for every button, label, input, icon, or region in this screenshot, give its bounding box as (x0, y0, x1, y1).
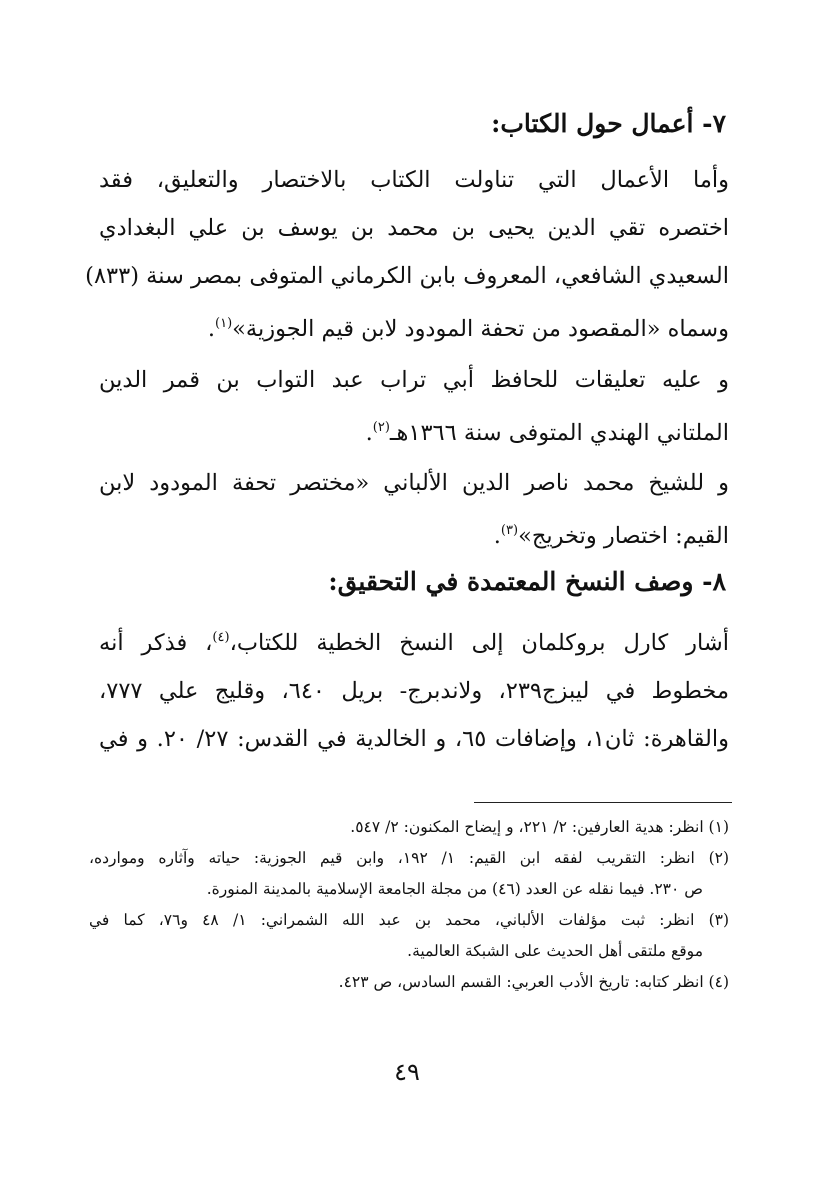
text-line (99, 614, 729, 667)
section-7-paragraph-2 (99, 356, 729, 457)
footnote-line: (٢) انظر: التقريب لفقه ابن القيم: ١/ ١٩٢، وابن قيم الجوزية: حياته وآثاره وموارده، (89, 849, 730, 867)
text-line (99, 300, 729, 353)
footnote-3 (89, 905, 729, 967)
text-line: وأما الأعمال التي تناولت الكتاب بالاختصار والتعليق، فقد (99, 167, 729, 193)
line-text: القيم: اختصار وتخريج» (518, 523, 729, 549)
footnote-line: (٣) انظر: ثبت مؤلفات الألباني، محمد بن عبد الله الشمراني: ١/ ٤٨ و٧٦، كما في (89, 911, 730, 929)
footnote-2 (89, 843, 729, 905)
footnote-line: موقع ملتقى أهل الحديث على الشبكة العالمية. (407, 942, 703, 960)
footnote-ref-3: (٣) (500, 523, 519, 538)
line-end: . (207, 316, 215, 342)
text-line: و عليه تعليقات للحافظ أبي تراب عبد التواب بن قمر الدين (99, 367, 729, 393)
text-line (99, 507, 729, 560)
footnote-line: (٤) انظر كتابه: تاريخ الأدب العربي: القسم السادس، ص ٤٢٣. (338, 973, 729, 991)
section-7-paragraph-1 (85, 156, 729, 353)
footnote-separator (474, 802, 732, 803)
section-7-heading: ٧- أعمال حول الكتاب: (491, 109, 726, 138)
text-line: و للشيخ محمد ناصر الدين الألباني «مختصر تحفة المودود لابن (99, 470, 729, 496)
text-line: مخطوط في ليبزج٢٣٩، ولاندبرج- بريل ٦٤٠، وقليج علي ٧٧٧، (99, 678, 729, 704)
line-text: الملتاني الهندي المتوفى سنة ١٣٦٦هـ (389, 420, 729, 446)
section-8-heading: ٨- وصف النسخ المعتمدة في التحقيق: (328, 567, 726, 596)
footnote-line: ص ٢٣٠. فيما نقله عن العدد (٤٦) من مجلة الجامعة الإسلامية بالمدينة المنورة. (206, 880, 703, 898)
section-7-paragraph-3 (99, 459, 729, 560)
section-8-paragraph-1 (99, 614, 729, 763)
text-line: السعيدي الشافعي، المعروف بابن الكرماني المتوفى بمصر سنة (٨٣٣) (85, 263, 729, 289)
page-number: ٤٩ (394, 1058, 420, 1086)
text-line: والقاهرة: ثان١، وإضافات ٦٥، و الخالدية في القدس: ٢٧/ ٢٠. و في (99, 726, 729, 752)
line-text: ، فذكر أنه (99, 630, 213, 656)
footnote-ref-2: (٢) (372, 420, 390, 435)
footnote-1 (89, 812, 729, 843)
footnote-ref-4: (٤) (212, 630, 230, 645)
line-text: أشار كارل بروكلمان إلى النسخ الخطية للكتاب، (229, 630, 730, 656)
footnotes (89, 812, 729, 998)
line-end: . (365, 420, 373, 446)
footnote-line: (١) انظر: هدية العارفين: ٢/ ٢٢١، و إيضاح المكنون: ٢/ ٥٤٧. (350, 818, 729, 836)
text-line: اختصره تقي الدين يحيى بن محمد بن يوسف بن علي البغدادي (99, 215, 729, 241)
text-line (99, 404, 729, 457)
line-end: . (493, 523, 501, 549)
line-text: وسماه «المقصود من تحفة المودود لابن قيم الجوزية» (232, 316, 729, 342)
footnote-4 (89, 967, 729, 998)
footnote-ref-1: (١) (215, 316, 233, 331)
